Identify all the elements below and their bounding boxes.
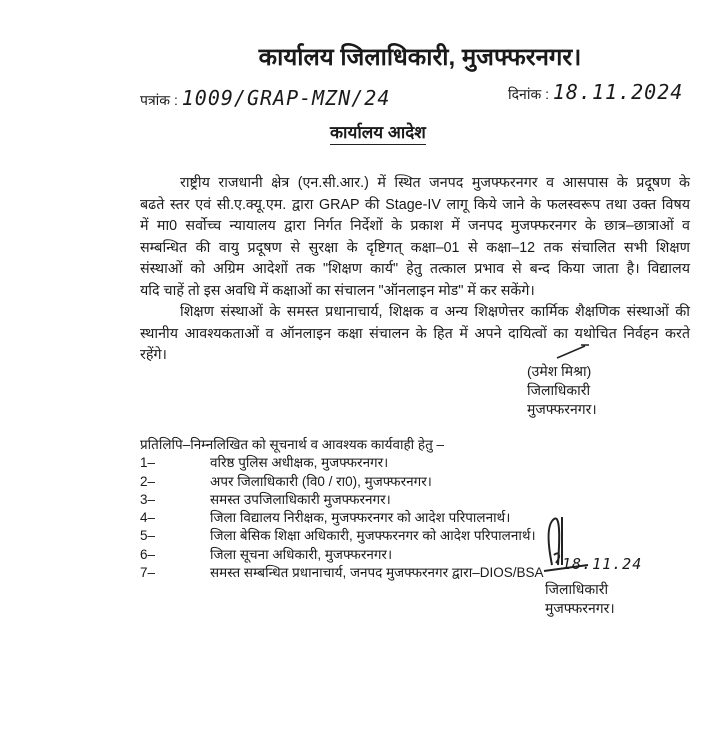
signature-block-2 [545, 580, 615, 618]
date-value: 18.11.2024 [552, 80, 684, 104]
signatory-designation: जिलाधिकारी [527, 382, 591, 398]
list-item: 6– जिला सूचना अधिकारी, मुजफ्फरनगर। [140, 546, 393, 562]
paragraph-line: बढते स्तर एवं सी.ए.क्यू.एम. द्वारा GRAP की Stage-IV लागू किये जाने के फलस्वरूप तथा उक्त विषय [140, 196, 690, 213]
signatory-place: मुजफ्फरनगर। [527, 401, 597, 417]
office-title: कार्यालय जिलाधिकारी, मुजफ्फरनगर। [258, 44, 582, 71]
paragraph-line: यदि चाहें तो इस अवधि में कक्षाओं का संचालन "ऑनलाइन मोड" में कर सकेंगे। [140, 282, 535, 299]
reference-number [140, 86, 390, 110]
signature-block-1 [527, 362, 597, 419]
signatory-place: मुजफ्फरनगर। [545, 600, 615, 616]
signatory-name: (उमेश मिश्रा) [527, 363, 592, 379]
paragraph-line: सम्बन्धित की वायु प्रदूषण से सुरक्षा के दृष्टिगत् कक्षा–01 से कक्षा–12 तक संचालित सभी शिक्षण [140, 239, 690, 256]
paragraph-line: राष्ट्रीय राजधानी क्षेत्र (एन.सी.आर.) में स्थित जनपद मुजफ्फरनगर व आसपास के प्रदूषण के [180, 175, 690, 191]
paragraph-line: में मा0 सर्वोच्च न्यायालय द्वारा निर्गत निर्देशों के प्रकाश में जनपद मुजफ्फरनगर के छात्र–छात्राओं व [140, 218, 690, 234]
order-date [508, 80, 683, 104]
order-heading: कार्यालय आदेश [330, 120, 426, 145]
order-paragraph-1 [140, 173, 690, 302]
copy-heading: प्रतिलिपि–निम्नलिखित को सूचनार्थ व आवश्यक कार्यवाही हेतु – [140, 437, 445, 452]
signatory-designation: जिलाधिकारी [545, 581, 609, 597]
copy-list [140, 436, 543, 582]
list-item: 3– समस्त उपजिलाधिकारी मुजफ्फरनगर। [140, 491, 391, 507]
list-item: 5– जिला बेसिक शिक्षा अधिकारी, मुजफ्फरनगर को आदेश परिपालनार्थ। [140, 528, 536, 544]
list-item: 2– अपर जिलाधिकारी (वि0 / रा0), मुजफ्फरनगर। [140, 473, 432, 489]
signature-date: 18.11.24 [562, 555, 643, 573]
list-item: 1– वरिष्ठ पुलिस अधीक्षक, मुजफ्फरनगर। [140, 455, 389, 471]
order-paragraph-2 [140, 302, 690, 367]
reference-label: पत्रांक : [140, 92, 178, 108]
paragraph-line: रहेंगे। [140, 347, 167, 363]
signature-stroke [555, 342, 595, 362]
list-item: 4– जिला विद्यालय निरीक्षक, मुजफ्फरनगर को आदेश परिपालनार्थ। [140, 510, 511, 526]
paragraph-line: शिक्षण संस्थाओं के समस्त प्रधानाचार्य, शिक्षक व अन्य शिक्षणेत्तर कार्मिक शैक्षणिक संस्थाओं की [180, 304, 690, 320]
paragraph-line: संस्थाओं को अग्रिम आदेशों तक "शिक्षण कार्य" हेतु तत्काल प्रभाव से बन्द किया जाता है। विद्यालय [140, 261, 690, 277]
paragraph-line: स्थानीय आवश्यकताओं व ऑनलाइन कक्षा संचालन के हित में अपने दायित्वों का यथोचित निर्वहन करते [140, 325, 690, 342]
reference-value: 1009/GRAP-MZN/24 [181, 86, 391, 110]
date-label: दिनांक : [508, 86, 549, 102]
list-item: 7– समस्त सम्बन्धित प्रधानाचार्य, जनपद मुजफ्फरनगर द्वारा–DIOS/BSA [140, 565, 544, 581]
